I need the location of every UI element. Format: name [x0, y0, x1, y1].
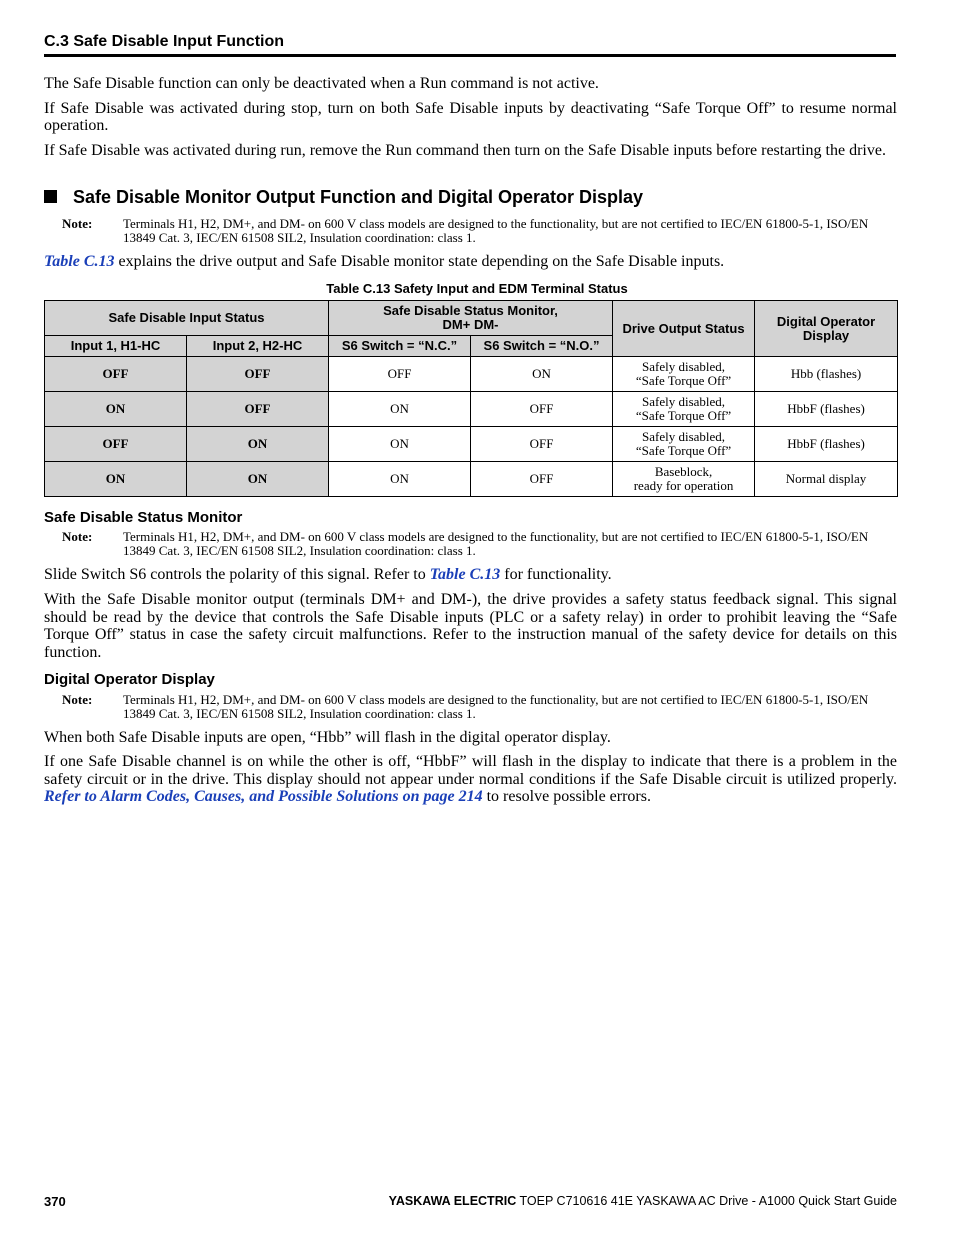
note-2	[62, 530, 896, 558]
note-3	[62, 693, 896, 721]
page-number: 370	[44, 1194, 66, 1209]
cell-operator-display: HbbF (flashes)	[755, 392, 898, 427]
cell-input-1: ON	[45, 392, 187, 427]
footer-doc-info	[389, 1194, 897, 1208]
operator-display-heading: Digital Operator Display	[44, 671, 215, 688]
cell-s6-no: ON	[471, 357, 613, 392]
hbbf-text: If one Safe Disable channel is on while the other is off, “HbbF” will flash in the display to indicate that there is a problem in the safety circuit or in the drive. This display should not appear under normal conditions if the Safe Disable circuit is utilized properly.	[44, 753, 897, 788]
cell-input-2: OFF	[187, 392, 329, 427]
drive-output-line1: Safely disabled,	[642, 429, 726, 444]
drive-output-line2: “Safe Torque Off”	[635, 373, 732, 388]
table-caption: Table C.13 Safety Input and EDM Terminal Status	[326, 281, 628, 296]
cell-s6-nc: OFF	[329, 357, 471, 392]
slide-switch-paragraph	[44, 566, 897, 584]
intro-paragraph-2: If Safe Disable was activated during stop, turn on both Safe Disable inputs by deactivating “Safe Torque Off” to resume normal operation.	[44, 99, 897, 134]
cell-operator-display: Hbb (flashes)	[755, 357, 898, 392]
subheader-s6-no: S6 Switch = “N.O.”	[471, 336, 613, 357]
cell-input-1: OFF	[45, 427, 187, 462]
header-status-monitor-line2: DM+ DM-	[442, 317, 499, 332]
cell-s6-no: OFF	[471, 427, 613, 462]
safety-input-table	[44, 300, 898, 497]
cell-drive-output	[613, 392, 755, 427]
cell-operator-display: HbbF (flashes)	[755, 427, 898, 462]
subheader-s6-nc: S6 Switch = “N.C.”	[329, 336, 471, 357]
slide-switch-text: Slide Switch S6 controls the polarity of this signal. Refer to	[44, 566, 430, 583]
intro-paragraph-3: If Safe Disable was activated during run, remove the Run command then turn on the Safe Disable inputs before restarting the drive.	[44, 141, 886, 159]
monitor-output-heading	[44, 187, 643, 208]
drive-output-line1: Safely disabled,	[642, 359, 726, 374]
cell-input-2: OFF	[187, 357, 329, 392]
table-row	[45, 357, 898, 392]
intro-paragraph-1: The Safe Disable function can only be deactivated when a Run command is not active.	[44, 75, 599, 92]
cell-input-1: ON	[45, 462, 187, 497]
slide-switch-text-end: for functionality.	[500, 566, 612, 583]
cell-input-2: ON	[187, 462, 329, 497]
cell-s6-nc: ON	[329, 462, 471, 497]
table-c13-link[interactable]: Table C.13	[429, 566, 501, 583]
cell-drive-output	[613, 427, 755, 462]
drive-output-line1: Safely disabled,	[642, 394, 726, 409]
cell-drive-output	[613, 462, 755, 497]
cell-drive-output	[613, 357, 755, 392]
note-label: Note:	[62, 692, 93, 707]
square-bullet-icon	[44, 190, 57, 203]
cell-input-2: ON	[187, 427, 329, 462]
cell-input-1: OFF	[45, 357, 187, 392]
table-reference-text: explains the drive output and Safe Disable monitor state depending on the Safe Disable inputs.	[114, 253, 725, 270]
hbbf-paragraph	[44, 753, 897, 806]
subheader-input-2: Input 2, H2-HC	[187, 336, 329, 357]
table-c13-link[interactable]: Table C.13	[44, 253, 115, 270]
cell-s6-no: OFF	[471, 392, 613, 427]
cell-s6-nc: ON	[329, 427, 471, 462]
subheader-input-1: Input 1, H1-HC	[45, 336, 187, 357]
hbb-paragraph: When both Safe Disable inputs are open, “Hbb” will flash in the digital operator display.	[44, 729, 611, 746]
footer-doc-title: TOEP C710616 41E YASKAWA AC Drive - A1000 Quick Start Guide	[516, 1194, 897, 1208]
drive-output-line2: “Safe Torque Off”	[635, 408, 732, 423]
note-text: Terminals H1, H2, DM+, and DM- on 600 V class models are designed to the functionality, but are not certified to IEC/EN 61800-5-1, ISO/EN 13849 Cat. 3, IEC/EN 61508 SIL2, Insulation coordination: class 1.	[123, 216, 869, 245]
note-label: Note:	[62, 529, 93, 544]
header-status-monitor-line1: Safe Disable Status Monitor,	[383, 303, 558, 318]
note-text: Terminals H1, H2, DM+, and DM- on 600 V class models are designed to the functionality, but are not certified to IEC/EN 61800-5-1, ISO/EN 13849 Cat. 3, IEC/EN 61508 SIL2, Insulation coordination: class 1.	[123, 529, 869, 558]
intro-text	[44, 75, 897, 159]
note-label: Note:	[62, 216, 93, 231]
cell-operator-display: Normal display	[755, 462, 898, 497]
section-header: C.3 Safe Disable Input Function	[44, 33, 896, 57]
drive-output-line2: ready for operation	[633, 478, 734, 493]
status-monitor-heading: Safe Disable Status Monitor	[44, 509, 243, 526]
table-row	[45, 462, 898, 497]
monitor-output-heading-text: Safe Disable Monitor Output Function and Digital Operator Display	[73, 187, 644, 207]
header-operator-display: Digital Operator Display	[755, 301, 898, 357]
note-text: Terminals H1, H2, DM+, and DM- on 600 V class models are designed to the functionality, but are not certified to IEC/EN 61800-5-1, ISO/EN 13849 Cat. 3, IEC/EN 61508 SIL2, Insulation coordination: class 1.	[123, 692, 869, 721]
header-input-status: Safe Disable Input Status	[45, 301, 329, 336]
header-status-monitor	[329, 301, 613, 336]
drive-output-line1: Baseblock,	[654, 464, 713, 479]
alarm-codes-link[interactable]: Refer to Alarm Codes, Causes, and Possible Solutions on page 214	[44, 788, 483, 805]
drive-output-line2: “Safe Torque Off”	[635, 443, 732, 458]
table-reference-paragraph	[44, 253, 897, 271]
footer-company: YASKAWA ELECTRIC	[388, 1194, 517, 1208]
table-row	[45, 427, 898, 462]
header-drive-output: Drive Output Status	[613, 301, 755, 357]
hbbf-text-end: to resolve possible errors.	[482, 788, 651, 805]
monitor-output-paragraph: With the Safe Disable monitor output (terminals DM+ and DM-), the drive provides a safety status feedback signal. This signal should be read by the device that controls the Safe Disable inputs (PLC or a safety relay) in order to prohibit leaving the “Safe Torque Off” status in case the safety circuit malfunctions. Refer to the instruction manual of the safety device for details on this function.	[44, 591, 897, 661]
note-1	[62, 217, 896, 245]
cell-s6-nc: ON	[329, 392, 471, 427]
table-row	[45, 392, 898, 427]
cell-s6-no: OFF	[471, 462, 613, 497]
